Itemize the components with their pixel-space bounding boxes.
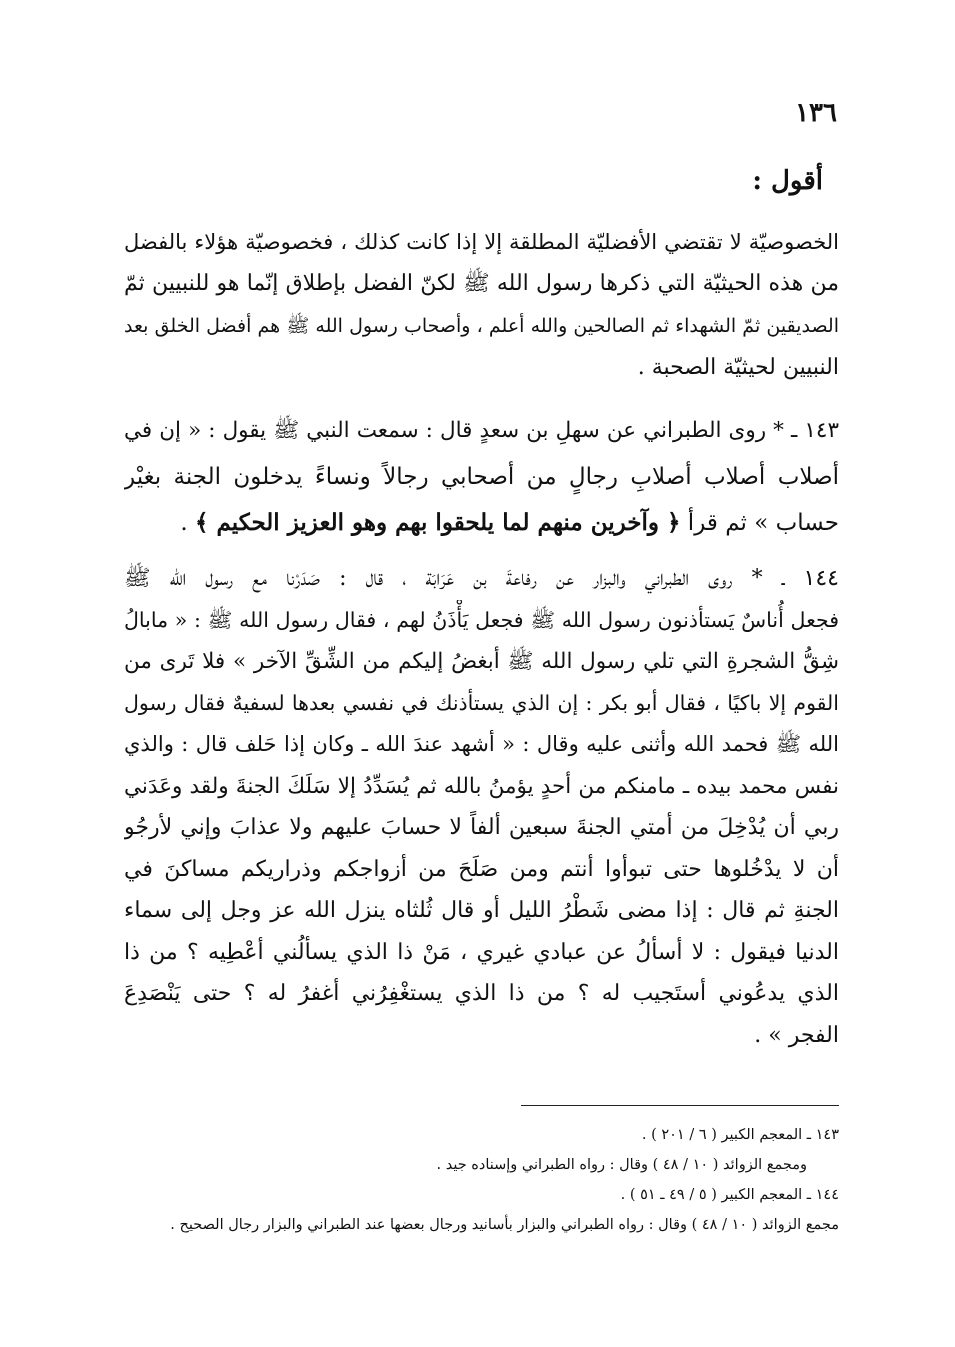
paragraph-line: الفجر » . [754, 1022, 839, 1048]
paragraph-line: ١٤٤ ـ * روى الطبراني والبزار عن رفاعةَ بن عَرَابَة ، قال : صَدَرْنا مع رسول الله ﷺ [124, 566, 839, 591]
paragraph-line: الجنةِ ثم قال : إذا مضى شَطْرُ الليل أو قال ثُلثاه ينزل الله عز وجل إلى سماء [124, 898, 839, 923]
paragraph-line: أصلاب أصلاب أصلابِ رجالٍ من أصحابي رجالاً ونساءً يدخلون الجنة بغيْر [124, 464, 839, 490]
paragraph-line: الله ﷺ فحمد الله وأثنى عليه وقال : « أشهد عندَ الله ـ وكان إذا حَلف قال : والذي [124, 732, 839, 756]
paragraph-line: النبيين لحيثيّة الصحبة . [637, 355, 839, 380]
paragraph-line: ١٤٣ ـ * روى الطبراني عن سهلِ بن سعدٍ قال : سمعت النبي ﷺ يقول : « إن في [124, 418, 839, 443]
footnote: ١٤٤ ـ المعجم الكبير ( ٥ / ٤٩ ـ ٥١ ) . [620, 1187, 839, 1203]
paragraph-line: القوم إلا باكيًا ، فقال أبو بكر : إن الذي يستأذنك في نفسي بعدها لسفيهٌ فقال رسول [124, 690, 839, 715]
paragraph-line: ربي أن يُدْخِلَ من أمتي الجنةَ سبعين ألفاً لا حسابَ عليهم ولا عذابَ وإني لأرجُو [124, 815, 839, 840]
hadith-143 [124, 408, 839, 546]
section-heading: أقول : [752, 166, 823, 196]
paragraph-line: الصديقين ثمّ الشهداء ثم الصالحين والله أعلم ، وأصحاب رسول الله ﷺ هم أفضل الخلق بعد [124, 315, 839, 337]
paragraph-line: أن لا يدْخُلوها حتى تبوأوا أنتم ومن صَلَحَ من أزواجكم وذراريكم مساكنَ في [124, 856, 839, 882]
quote-end: . [180, 510, 196, 536]
footnote-divider [521, 1105, 839, 1106]
paragraph-line: نفس محمد بيده ـ مامنكم من أحدٍ يؤمنُ بالله ثم يُسَدِّدُ إلا سَلَكَ الجنةَ ولقد وعَدَني [124, 773, 839, 799]
paragraph-line: الدنيا فيقول : لا أسألُ عن عبادي غيري ، مَنْ ذا الذي يسألُني أعْطِيه ؟ من ذا [124, 939, 839, 965]
footnote: ١٤٣ ـ المعجم الكبير ( ٦ / ٢٠١ ) . [641, 1127, 839, 1143]
quote-intro: حساب » ثم قرأ [680, 510, 839, 536]
footnote: مجمع الزوائد ( ١٠ / ٤٨ ) وقال : رواه الطبراني والبزار بأسانيد ورجال بعضها عند الطبراني والبزار رجال الصحيح . [170, 1217, 839, 1233]
paragraph-line: الذي يدعُوني أستَجيب له ؟ من ذا الذي يستغْفِرُني أغفرُ له ؟ حتى يَنْصَدِعَ [124, 981, 839, 1006]
paragraph-line: شِقُّ الشجرةِ التي تلي رسول الله ﷺ أبغضُ إليكم من الشِّقِّ الآخر » فلا تَرى من [124, 649, 839, 674]
paragraph-line: فجعل أُناسٌ يَستأذنون رسول الله ﷺ فجعل يَأْذَنُ لهم ، فقال رسول الله ﷺ : « مابالُ [124, 607, 839, 632]
footnotes [124, 1120, 839, 1240]
footnote: ومجمع الزوائد ( ١٠ / ٤٨ ) وقال : رواه الطبراني وإسناده جيد . [436, 1157, 807, 1173]
paragraph-line: الخصوصيّة لا تقتضي الأفضليّة المطلقة إلا إذا كانت كذلك ، فخصوصيّة هؤلاء بالفضل [124, 230, 839, 254]
paragraph-commentary [124, 221, 839, 389]
paragraph-line: من هذه الحيثيّة التي ذكرها رسول الله ﷺ لكنّ الفضل بإطلاق إنّما هو للنبيين ثمّ [124, 271, 839, 296]
quran-quote: ﴿ وآخرين منهم لما يلحقوا بهم وهو العزيز الحكيم ﴾ [195, 509, 681, 536]
page-number: ١٣٦ [795, 98, 837, 128]
paragraph-line-with-quote [124, 500, 839, 546]
hadith-144 [124, 558, 839, 1056]
